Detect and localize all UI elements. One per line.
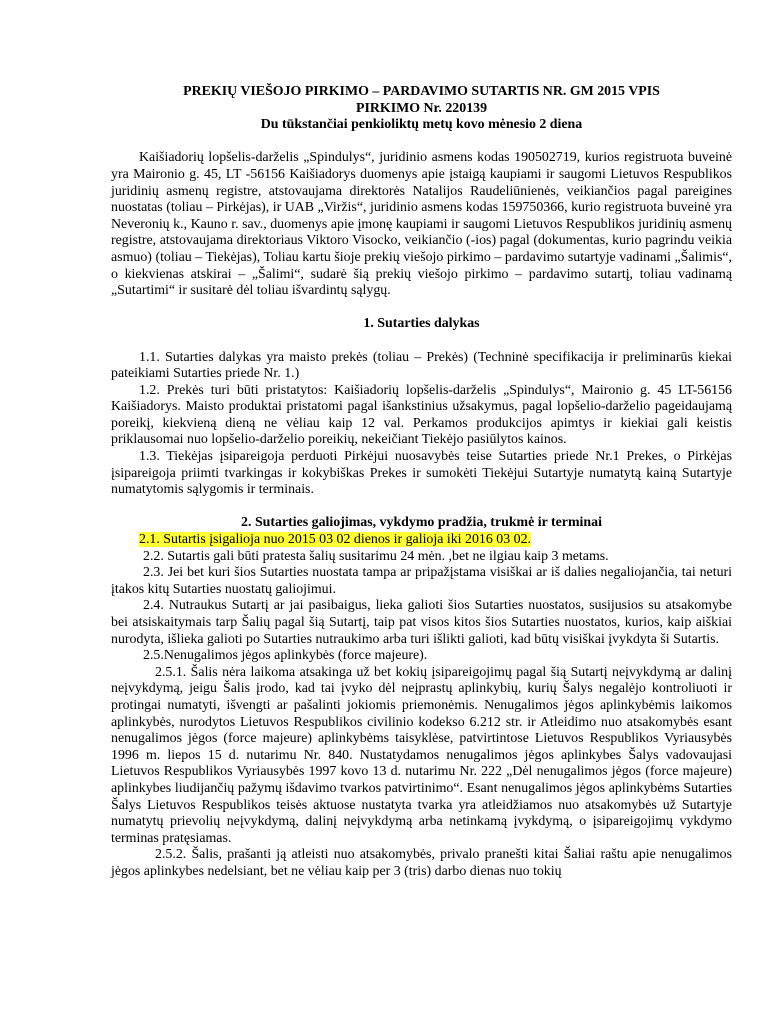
section-2-heading: 2. Sutarties galiojimas, vykdymo pradžia, trukmė ir terminai <box>241 515 602 531</box>
section-1-heading: 1. Sutarties dalykas <box>363 316 480 332</box>
spacer <box>111 499 732 516</box>
contract-title-line1: PREKIŲ VIEŠOJO PIRKIMO – PARDAVIMO SUTARTIS NR. GM 2015 VPIS <box>183 84 660 99</box>
contract-date: Du tūkstančiai penkioliktų metų kovo mėnesio 2 diena <box>260 117 583 133</box>
clause-2-4: 2.4. Nutraukus Sutartį ar jai pasibaigus, lieka galioti šios Sutarties nuostatos, susijusios su atsakomybe bei atsiskaitymais tarp Šalių pagal šią Sutartį, taip pat visos kitos šios Sutarties nuostatos, kurios, kaip aiškiai nurodyta, išlieka galioti po Sutarties nutraukimo arba turi išlikti galioti, kad būtų visiškai įvykdyta ši Sutartis. <box>111 598 732 647</box>
spacer <box>111 134 732 151</box>
intro-paragraph: Kaišiadorių lopšelis-darželis „Spindulys“, juridinio asmens kodas 190502719, kurios registruota buveinė yra Maironio g. 45, LT -56156 Kaišiadorys duomenys apie įstaigą kaupiami ir saugomi Lietuvos Respublikos juridinių asmenų registre, atstovaujama direktorės Natalijos Raudeliūnienės, veikiančios pagal pareigines nuostatas (toliau – Pirkėjas), ir UAB „Viržis“, juridinio asmens kodas 159750366, kurio registruota buveinė yra Neveronių k., Kauno r. sav., duomenys apie įmonę kaupiami ir saugomi Lietuvos Respublikos juridinių asmenų registre, atstovaujama direktoriaus Viktoro Visocko, veikiančio (-ios) pagal (dokumentas, kurio pagrindu veikia asmuo) (toliau – Tiekėjas), Toliau kartu šioje prekių viešojo pirkimo – pardavimo sutartyje vadinami „Šalimis“, o kiekvienas atskirai – „Šalimi“, sudarė šią prekių viešojo pirkimo – pardavimo sutartį, toliau vadinamą „Sutartimi“ ir susitarė dėl toliau išvardintų sąlygų. <box>111 150 732 299</box>
clause-2-5: 2.5.Nenugalimos jėgos aplinkybės (force majeure). <box>143 648 428 664</box>
clause-1-2: 1.2. Prekės turi būti pristatytos: Kaišiadorių lopšelis-darželis „Spindulys“, Maironio g. 45 LT-56156 Kaišiadorys. Maisto produktai pristatomi pagal išankstinius užsakymus, pagal lopšelio-darželio pageidaujamą poreikį, kiekvieną dieną ne vėliau kaip 12 val. Perkamos produkcijos apimtys ir kiekiai gali keistis priklausomai nuo lopšelio-darželio poreikių, nekeičiant Tiekėjo pasiūlytos kainos. <box>111 382 732 448</box>
contract-title-line2: PIRKIMO Nr. 220139 <box>355 100 488 116</box>
clause-2-5-2: 2.5.2. Šalis, prašanti ją atleisti nuo atsakomybės, privalo pranešti kitai Šaliai raštu apie nenugalimos jėgos aplinkybes nedelsiant, bet ne vėliau kaip per 3 (tris) darbo dienas nuo tokių <box>111 847 732 879</box>
clause-2-2: 2.2. Sutartis gali būti pratesta šalių susitarimu 24 mėn. ,bet ne ilgiau kaip 3 metams. <box>143 548 609 564</box>
clause-2-5-1: 2.5.1. Šalis nėra laikoma atsakinga už bet kokių įsipareigojimų pagal šią Sutartį neįvykdymą ar dalinį neįvykdymą, jeigu Šalis įrodo, kad tai įvyko dėl neįprastų aplinkybių, kurių Šalys negalėjo kontroliuoti ir protingai numatyti, išvengti ar pašalinti jokiomis priemonėmis. Nenugalimos jėgos aplinkybėmis laikomos aplinkybės, nurodytos Lietuvos Respublikos civilinio kodekso 6.212 str. ir Atleidimo nuo atsakomybės esant nenugalimos jėgos (force majeure) aplinkybėms taisyklėse, patvirtintose Lietuvos Respublikos Vyriausybės 1996 m. liepos 15 d. nutarimu Nr. 840. Nustatydamos nenugalimos jėgos aplinkybes Šalys vadovaujasi Lietuvos Respublikos Vyriausybės 1997 kovo 13 d. nutarimu Nr. 222 „Dėl nenugalimos jėgos (force majeure) aplinkybes liudijančių pažymų išdavimo tvarkos patvirtinimo“. Esant nenugalimos jėgos aplinkybėms Sutarties Šalys Lietuvos Respublikos teisės aktuose nustatyta tvarka yra atleidžiamos nuo atsakomybės už Sutartyje numatytų prievolių neįvykdymą, dalinį neįvykdymą arba netinkamą įvykdymą, o įsipareigojimų vykdymo terminas pratęsiamas. <box>111 664 732 846</box>
highlighted-clause-text: 2.1. Sutartis įsigalioja nuo 2015 03 02 dienos ir galioja iki 2016 03 02. <box>139 532 531 548</box>
clause-1-1: 1.1. Sutarties dalykas yra maisto prekės (toliau – Prekės) (Techninė specifikacija ir preliminarūs kiekai pateikiami Sutarties priede Nr. 1.) <box>111 349 732 382</box>
clause-2-1 <box>111 532 732 549</box>
document-body <box>111 84 732 881</box>
clause-1-3: 1.3. Tiekėjas įsipareigoja perduoti Pirkėjui nuosavybės teise Sutarties priede Nr.1 Prekes, o Pirkėjas įsipareigoja priimti tvarkingas ir kokybiškas Prekes ir sumokėti Tiekėjui Sutartyje numatytą kainą Sutartyje numatytomis sąlygomis ir terminais. <box>111 449 732 498</box>
spacer <box>111 300 732 317</box>
spacer <box>111 333 732 350</box>
clause-2-3: 2.3. Jei bet kuri šios Sutarties nuostata tampa ar pripažįstama visiškai ar iš dalies negaliojančia, tai neturi įtakos kitų Sutarties nuostatų galiojimui. <box>111 565 732 597</box>
